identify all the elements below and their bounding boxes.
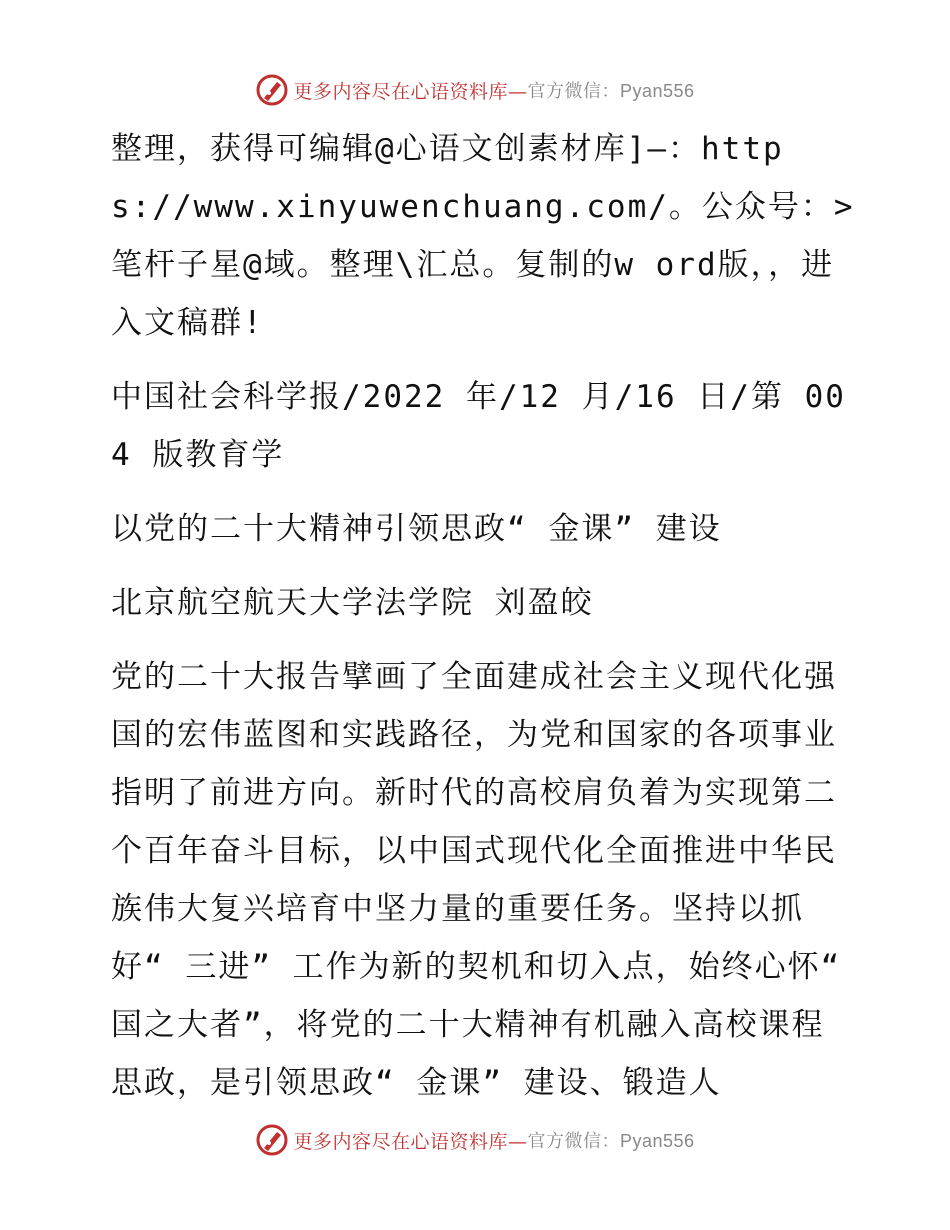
watermark-text: 更多内容尽在心语资料库— bbox=[293, 80, 528, 103]
pen-in-circle-icon bbox=[255, 73, 289, 107]
header-watermark bbox=[0, 70, 950, 110]
pen-in-circle-icon bbox=[255, 1123, 289, 1157]
footer-watermark bbox=[0, 1120, 950, 1160]
source-line: 中国社会科学报/2022 年/12 月/16 日/第 004 版教育学 bbox=[111, 379, 846, 473]
watermark-contact: 官方微信：Pyan556 bbox=[527, 81, 695, 101]
body-paragraph: 党的二十大报告擘画了全面建成社会主义现代化强国的宏伟蓝图和实践路径，为党和国家的各项事业指明了前进方向。新时代的高校肩负着为实现第二个百年奋斗目标，以中国式现代化全面推进中华民族伟大复兴培育中坚力量的重要任务。坚持以抓好“ 三进” 工作为新的契机和切入点，始终心怀“ 国之大者”，将党的二十大精神有机融入高校课程思政，是引领思政“ 金课” 建设、锻造人 bbox=[111, 659, 842, 1101]
document-body bbox=[97, 120, 857, 1128]
article-title: 以党的二十大精神引领思政“ 金课” 建设 bbox=[111, 511, 722, 547]
intro-paragraph: 整理，获得可编辑@心语文创素材库]—：https://www.xinyuwenchuang.com/。公众号：>笔杆子星@域。整理\汇总。复制的w ord版，，进入文稿群! bbox=[111, 131, 855, 341]
watermark-contact: 官方微信：Pyan556 bbox=[527, 1131, 695, 1151]
author-line: 北京航空航天大学法学院 刘盈皎 bbox=[111, 585, 594, 621]
watermark-text: 更多内容尽在心语资料库— bbox=[293, 1130, 528, 1153]
